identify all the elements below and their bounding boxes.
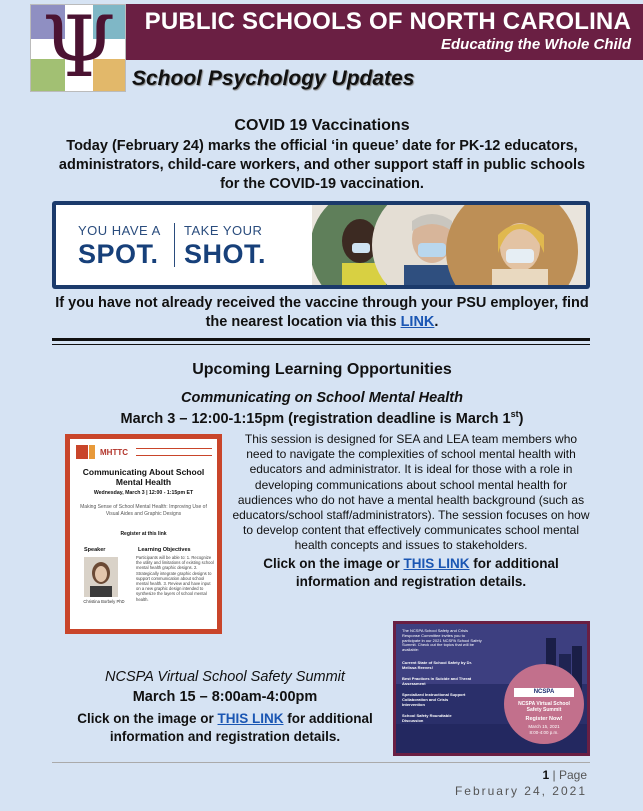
flyer-objectives-label: Learning Objectives xyxy=(138,547,191,553)
spot-text: SPOT. xyxy=(78,239,159,269)
covid-body: Today (February 24) marks the official ‘in queue’ date for PK-12 educators, administrators, child-care workers, and other support staff in public schools for the COVID-19 vaccination. xyxy=(58,138,586,192)
flyer-brand: MHTTC xyxy=(100,448,128,457)
header-title-bar xyxy=(126,4,643,60)
summit-topic-2: Best Practices in Suicide and Threat Assessment xyxy=(402,676,472,686)
session1-title: Communicating on School Mental Health xyxy=(181,390,463,406)
summit-intro: The NCSPA School Safety and Crisis Response Committee invites you to participate in our 2021 NCSPA School Safety Summit. Check out the topics that will be available: xyxy=(402,628,482,653)
take-your-text: TAKE YOUR xyxy=(184,223,263,238)
learning-heading: Upcoming Learning Opportunities xyxy=(192,361,452,378)
session1-click-start: Click on the image or xyxy=(263,556,404,571)
page-number: 1 | Page xyxy=(542,768,587,782)
covid-heading: COVID 19 Vaccinations xyxy=(234,117,410,134)
summit-topic-1: Current State of School Safety by Dr. Melissa Reeves! xyxy=(402,660,473,670)
page-num-value: 1 xyxy=(542,768,550,782)
flyer-subtitle: Making Sense of School Mental Health: Improving Use of Visual Aides and Graphic Designs xyxy=(80,504,207,517)
vaccine-locator-text xyxy=(52,294,592,332)
flyer-register: Register at this link xyxy=(120,531,167,537)
session2-date: March 15 – 8:00am-4:00pm xyxy=(132,689,318,705)
flyer-date: Wednesday, March 3 | 12:00 - 1:15pm ET xyxy=(93,490,194,496)
session1-date-sup: st xyxy=(510,409,519,419)
school-safety-flyer[interactable] xyxy=(393,621,590,756)
summit-event-time: 8:00-4:00 p.m. xyxy=(529,730,559,735)
tagline: Educating the Whole Child xyxy=(441,36,631,53)
session1-date xyxy=(52,409,592,427)
ncspa-badge: NCSPA xyxy=(514,688,574,697)
banner-divider xyxy=(174,223,175,267)
session1-date-main: March 3 – 12:00-1:15pm (registration deadline is March 1 xyxy=(120,410,511,427)
page-label: Page xyxy=(558,768,587,782)
session1-date-end: ) xyxy=(518,410,524,427)
org-title: PUBLIC SCHOOLS OF NORTH CAROLINA xyxy=(144,8,631,35)
section-divider-thick xyxy=(52,338,590,341)
flyer-speaker-name: Christina Borbely PhD xyxy=(83,599,125,604)
flyer-title: Communicating About School Mental Health xyxy=(82,467,205,487)
session1-click-text xyxy=(230,555,592,591)
summit-topic-3: Specialized Instructional Support Collaboration and Crisis Intervention xyxy=(402,692,466,707)
flyer-objectives-text: Participants will be able to: 1. Recognize the utility and limitations of existing school mental health graphic designs. 2. Strategically integrate graphic designs to support communication about school mental health. 3. Review and have input on a new graphic design intended to synthesize the layers of school mental health. xyxy=(136,555,214,602)
speaker-photo xyxy=(84,557,118,597)
session2-title: NCSPA Virtual School Safety Summit xyxy=(105,669,345,685)
session2-click-text xyxy=(60,710,390,746)
summit-event-name: NCSPA Virtual School Safety Summit xyxy=(518,701,570,713)
vaccine-banner[interactable] xyxy=(52,201,590,289)
psi-icon: Ψ xyxy=(42,4,116,92)
shot-text: SHOT. xyxy=(184,239,267,269)
summit-topic-list xyxy=(402,660,472,723)
locator-text-end: . xyxy=(434,314,439,330)
summit-topic-4: School Safety Roundtable Discussion xyxy=(402,713,452,723)
locator-text-start: If you have not already received the vaccine through your PSU employer, find the nearest location via this xyxy=(55,295,589,330)
you-have-text: YOU HAVE A xyxy=(78,223,161,238)
vaccine-locator-link[interactable]: LINK xyxy=(400,314,435,330)
section-divider-thin xyxy=(52,344,590,345)
session2-click-start: Click on the image or xyxy=(77,711,218,726)
mental-health-flyer[interactable] xyxy=(65,434,222,634)
footer-date: February 24, 2021 xyxy=(454,784,587,798)
flyer-speaker-label: Speaker xyxy=(84,547,106,553)
flyer-brand-lines xyxy=(136,448,212,456)
session1-click-end: for additional information and registration details. xyxy=(295,556,559,589)
footer-divider xyxy=(52,762,590,763)
session2-registration-link[interactable]: THIS LINK xyxy=(217,711,284,726)
newsletter-title: School Psychology Updates xyxy=(132,67,415,90)
session1-description: This session is designed for SEA and LEA team members who need to navigate the complexities of school mental health with educators and administrator. It is ideal for those with a role in developing communications about school mental health for audiences who do not have a mental health background (such as educators/school staff/administrators). The session focuses on how to develop content that effectively communicates school mental health concepts and issues to stakeholders. xyxy=(232,432,590,553)
session2-click-end: for additional information and registration details. xyxy=(109,711,373,744)
summit-event-date: March 15, 2021 xyxy=(528,724,560,729)
session1-registration-link[interactable]: THIS LINK xyxy=(403,556,470,571)
summit-register: Register Now! xyxy=(525,716,563,722)
vaccine-people-photo xyxy=(312,205,586,285)
logo xyxy=(30,4,126,92)
